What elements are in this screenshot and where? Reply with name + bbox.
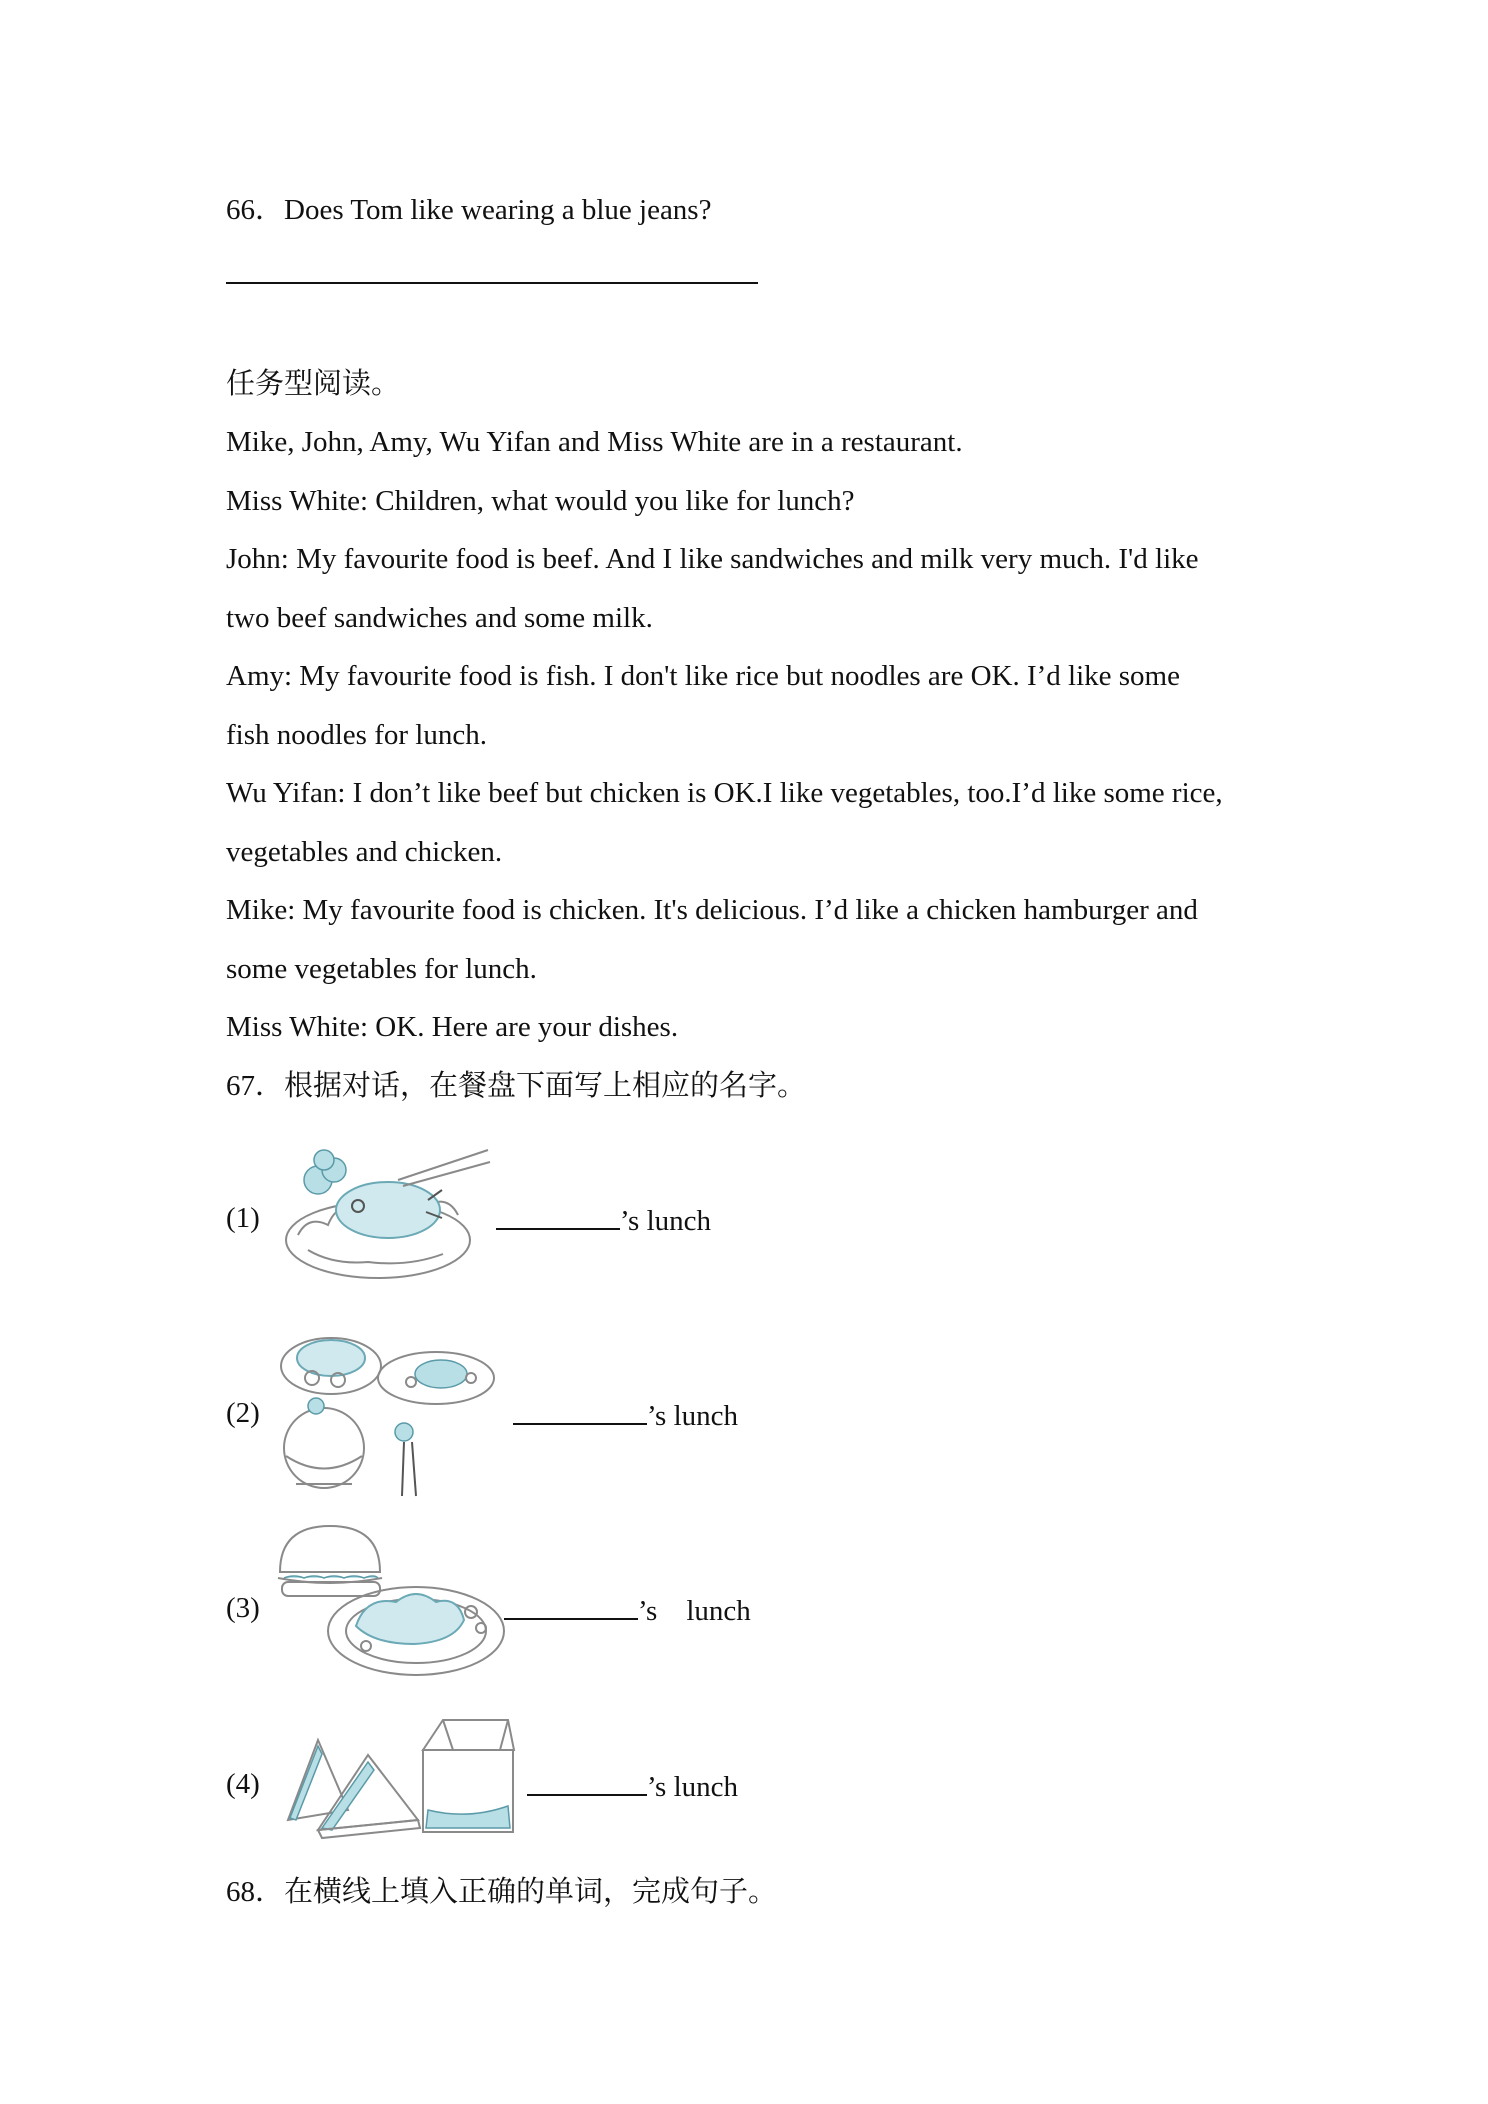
rice-chicken-vegetables-plates-image bbox=[276, 1316, 516, 1501]
reading-line: Amy: My favourite food is fish. I don't like rice but noodles are OK. I’d like some bbox=[226, 660, 1180, 692]
item-3-blank[interactable] bbox=[504, 1590, 638, 1620]
reading-line: Wu Yifan: I don’t like beef but chicken is OK.I like vegetables, too.I’d like some rice, bbox=[226, 777, 1223, 809]
item-3-label: (3) bbox=[226, 1592, 260, 1624]
item-4-blank[interactable] bbox=[527, 1766, 647, 1796]
item-3-suffix: ’s lunch bbox=[638, 1595, 751, 1627]
reading-line: vegetables and chicken. bbox=[226, 836, 503, 868]
item-1-label: (1) bbox=[226, 1202, 260, 1234]
reading-line: some vegetables for lunch. bbox=[226, 953, 537, 985]
item-3-answer[interactable] bbox=[504, 1590, 751, 1629]
item-1-blank[interactable] bbox=[496, 1200, 620, 1230]
reading-line: Mike, John, Amy, Wu Yifan and Miss White are in a restaurant. bbox=[226, 426, 963, 458]
question-66: 66．Does Tom like wearing a blue jeans? bbox=[226, 194, 712, 226]
reading-line: Miss White: OK. Here are your dishes. bbox=[226, 1011, 679, 1043]
answer-line-66 bbox=[226, 282, 758, 284]
hamburger-vegetables-plate-image bbox=[276, 1516, 516, 1681]
reading-line: John: My favourite food is beef. And I like sandwiches and milk very much. I'd like bbox=[226, 543, 1199, 575]
item-1-suffix: ’s lunch bbox=[620, 1205, 712, 1237]
item-2-blank[interactable] bbox=[513, 1395, 647, 1425]
reading-heading: 任务型阅读。 bbox=[226, 368, 401, 400]
reading-line: Mike: My favourite food is chicken. It's delicious. I’d like a chicken hamburger and bbox=[226, 894, 1198, 926]
item-4-answer[interactable] bbox=[527, 1766, 738, 1805]
sandwiches-milk-image bbox=[278, 1710, 528, 1845]
question-68: 68．在横线上填入正确的单词，完成句子。 bbox=[226, 1876, 778, 1908]
item-2-answer[interactable] bbox=[513, 1395, 738, 1434]
reading-line: two beef sandwiches and some milk. bbox=[226, 602, 653, 634]
fish-noodles-plate-image bbox=[278, 1140, 498, 1290]
item-2-label: (2) bbox=[226, 1397, 260, 1429]
item-1-answer[interactable] bbox=[496, 1200, 711, 1239]
reading-line: fish noodles for lunch. bbox=[226, 719, 487, 751]
item-4-suffix: ’s lunch bbox=[647, 1771, 739, 1803]
question-67: 67．根据对话，在餐盘下面写上相应的名字。 bbox=[226, 1070, 807, 1102]
item-4-label: (4) bbox=[226, 1768, 260, 1800]
reading-line: Miss White: Children, what would you like for lunch? bbox=[226, 485, 855, 517]
item-2-suffix: ’s lunch bbox=[647, 1400, 739, 1432]
